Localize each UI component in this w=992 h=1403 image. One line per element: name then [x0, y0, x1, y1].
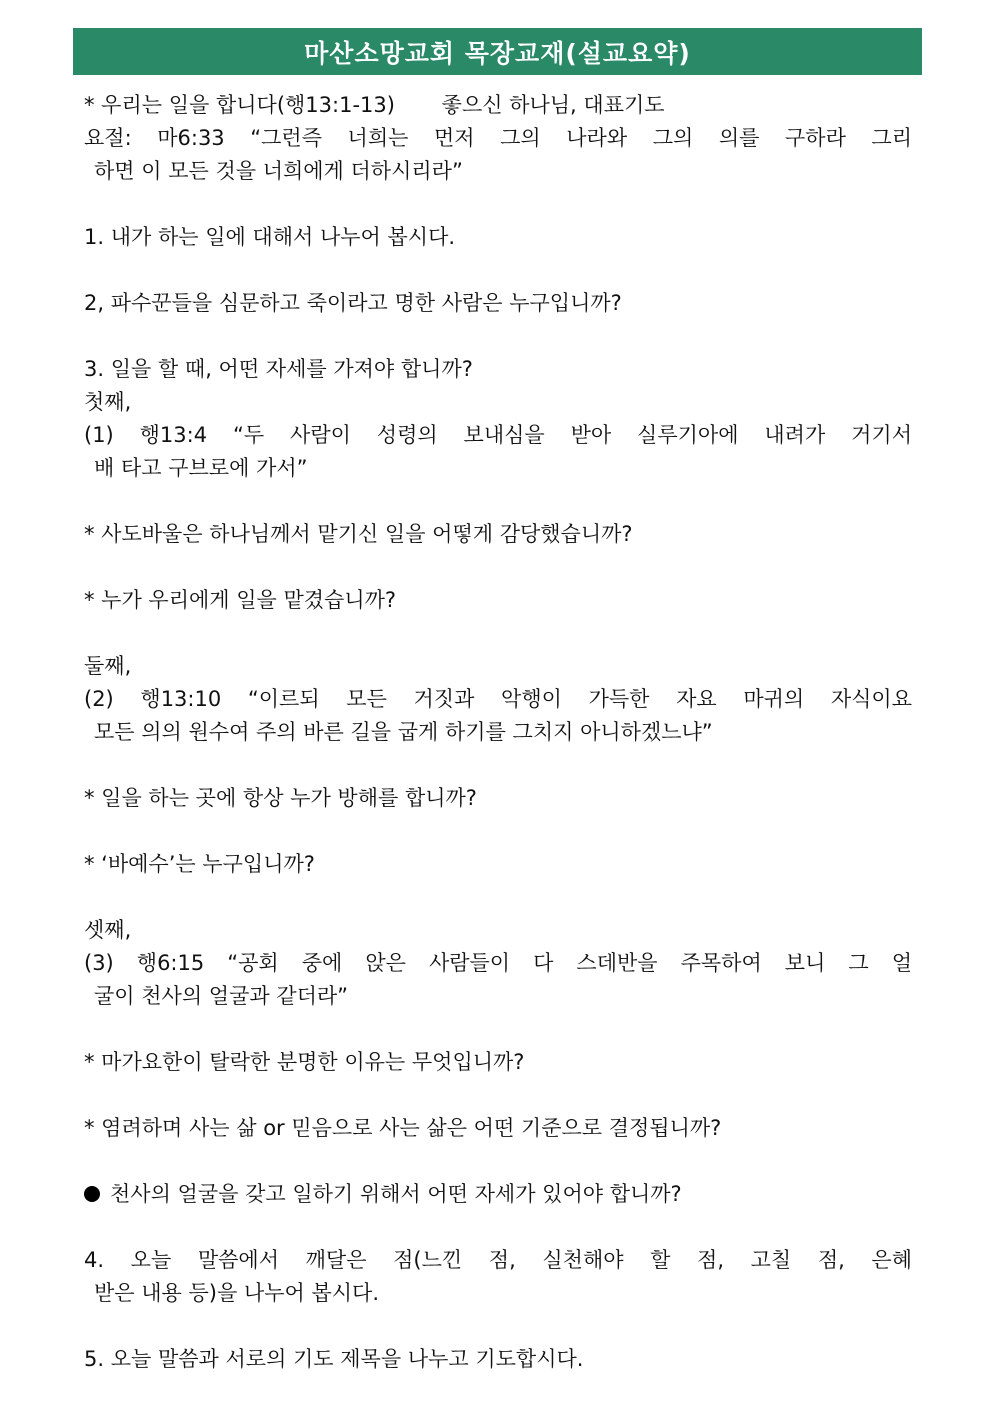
document-body [84, 89, 912, 1376]
third-question-a: * 마가요한이 탈락한 분명한 이유는 무엇입니까? [84, 1050, 525, 1074]
question-2: 2, 파수꾼들을 심문하고 죽이라고 명한 사람은 누구입니까? [84, 291, 622, 315]
second-label: 둘째, [84, 654, 132, 678]
key-verse-line-2: 하면 이 모든 것을 너희에게 더하시리라” [94, 159, 463, 183]
question-5: 5. 오늘 말씀과 서로의 기도 제목을 나누고 기도합시다. [84, 1347, 584, 1371]
third-verse-line-1: (3) 행6:15 “공회 중에 앉은 사람들이 다 스데반을 주목하여 보니 그 얼 [84, 951, 912, 975]
first-label: 첫째, [84, 390, 132, 414]
second-question-b: * ‘바예수’는 누구입니까? [84, 852, 315, 876]
second-question-a: * 일을 하는 곳에 항상 누가 방해를 합니까? [84, 786, 477, 810]
first-verse-line-1: (1) 행13:4 “두 사람이 성령의 보내심을 받아 실루기아에 내려가 거기서 [84, 423, 912, 447]
second-verse-line-1: (2) 행13:10 “이르되 모든 거짓과 악행이 가득한 자요 마귀의 자식이요 [84, 687, 912, 711]
question-1: 1. 내가 하는 일에 대해서 나누어 봅시다. [84, 225, 456, 249]
third-question-c-row [84, 1178, 912, 1211]
page-title: 마산소망교회 목장교재(설교요약) [73, 28, 922, 75]
key-verse-line-1: 요절: 마6:33 “그런즉 너희는 먼저 그의 나라와 그의 의를 구하라 그리 [84, 126, 912, 150]
third-question-c: 천사의 얼굴을 갖고 일하기 위해서 어떤 자세가 있어야 합니까? [110, 1182, 682, 1206]
bullet-dot-icon [84, 1186, 100, 1202]
second-verse-line-2: 모든 의의 원수여 주의 바른 길을 굽게 하기를 그치지 아니하겠느냐” [94, 720, 713, 744]
question-3: 3. 일을 할 때, 어떤 자세를 가져야 합니까? [84, 357, 473, 381]
third-label: 셋째, [84, 918, 132, 942]
first-verse-line-2: 배 타고 구브로에 가서” [94, 456, 308, 480]
first-question-a: * 사도바울은 하나님께서 맡기신 일을 어떻게 감당했습니까? [84, 522, 633, 546]
third-verse-line-2: 굴이 천사의 얼굴과 같더라” [94, 984, 349, 1008]
sermon-heading: * 우리는 일을 합니다(행13:1-13) 좋으신 하나님, 대표기도 [84, 93, 665, 117]
question-4-line-1: 4. 오늘 말씀에서 깨달은 점(느낀 점, 실천해야 할 점, 고칠 점, 은혜 [84, 1248, 912, 1272]
third-question-b: * 염려하며 사는 삶 or 믿음으로 사는 삶은 어떤 기준으로 결정됩니까? [84, 1116, 722, 1140]
first-question-b: * 누가 우리에게 일을 맡겼습니까? [84, 588, 397, 612]
question-4-line-2: 받은 내용 등)을 나누어 봅시다. [94, 1281, 380, 1305]
